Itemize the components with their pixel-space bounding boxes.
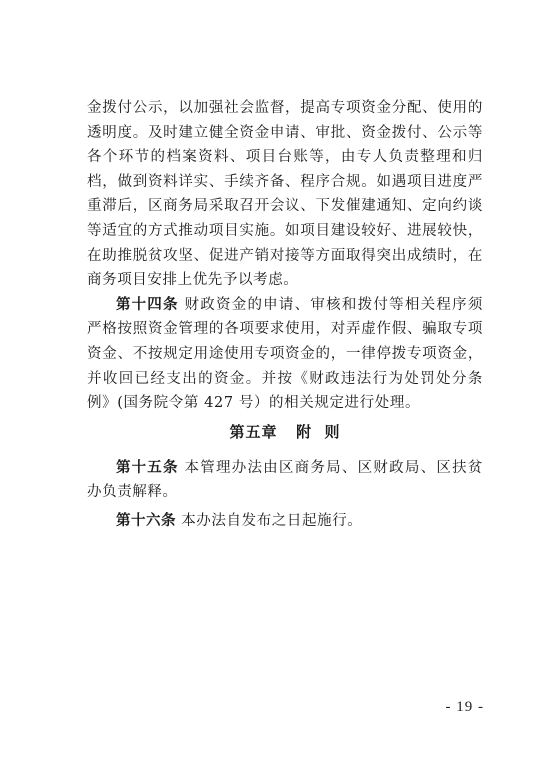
article-14-number: 第十四条 <box>116 296 179 313</box>
article-16-number: 第十六条 <box>116 512 176 529</box>
paragraph-continuation: 金拨付公示，以加强社会监督，提高专项资金分配、使用的透明度。及时建立健全资金申请、审批、资金拨付、公示等各个环节的档案资料、项目台账等，由专人负责整理和归档，做到资料详实、手续齐备、程序合规。如遇项目进度严重滞后，区商务局采取召开会议、下发催建通知、定向约谈等适宜的方式推动项目实施。如项目建设较好、进展较快，在助推脱贫攻坚、促进产销对接等方面取得突出成绩时，在商务项目安排上优先予以考虑。 <box>87 100 483 289</box>
article-16-text: 本办法自发布之日起施行。 <box>176 512 363 529</box>
article-15-text: 本管理办法由区商务局、区财政局、区扶贫办负责解释。 <box>87 459 484 501</box>
chapter-heading: 第五章 附 则 <box>229 422 341 441</box>
article-14-text: 财政资金的申请、审核和拨付等相关程序须严格按照资金管理的各项要求使用，对弄虚作假、骗取专项资金、不按规定用途使用专项资金的，一律停拨专项资金，并收回已经支出的资金。并按《财政违法行为处罚处分条例》(国务院令第 427 号）的相关规定进行处理。 <box>87 296 484 412</box>
page-number: - 19 - <box>445 699 484 715</box>
article-16-paragraph <box>87 509 483 534</box>
page-body <box>87 96 483 534</box>
article-15-paragraph <box>87 456 483 505</box>
article-15-number: 第十五条 <box>116 459 179 476</box>
article-14-paragraph <box>87 293 483 416</box>
